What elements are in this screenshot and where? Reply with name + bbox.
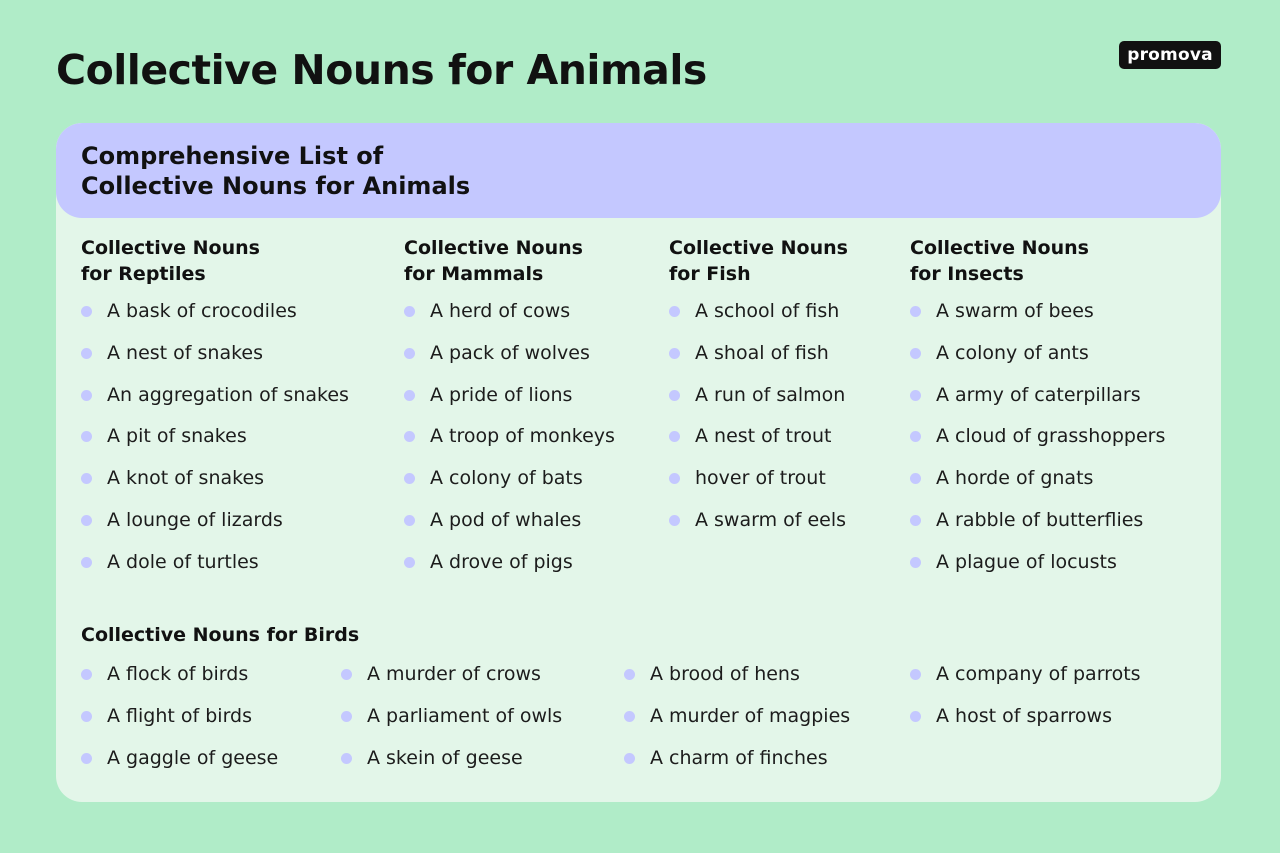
bullet-dot-icon [910,515,921,526]
list-item [669,508,848,550]
bullet-dot-icon [81,711,92,722]
list-item [669,466,848,508]
bullet-dot-icon [341,669,352,680]
bullet-dot-icon [81,669,92,680]
bullet-dot-icon [81,390,92,401]
list-item [404,424,615,466]
list-item [81,550,349,592]
list-item [81,704,278,746]
bullet-dot-icon [404,390,415,401]
bullet-dot-icon [910,348,921,359]
list-item [81,424,349,466]
list-item-label: A run of salmon [695,383,846,406]
list-item-label: A flight of birds [107,704,253,727]
bullet-dot-icon [404,348,415,359]
mammals-column [404,235,615,592]
bullet-dot-icon [341,753,352,764]
list-item [910,704,1141,746]
list-item [624,662,850,704]
bullet-dot-icon [341,711,352,722]
list-item-label: A pit of snakes [107,425,247,448]
bullet-dot-icon [624,753,635,764]
list-item [669,299,848,341]
mammals-heading: Collective Nouns for Mammals [404,237,583,285]
bullet-dot-icon [910,306,921,317]
bullet-dot-icon [669,515,680,526]
list-item-label: A murder of magpies [650,704,851,727]
list-item-label: A nest of snakes [107,341,264,364]
bullet-dot-icon [910,390,921,401]
list-item-label: A dole of turtles [107,550,259,573]
birds-column-4 [910,662,1141,746]
list-item-label: A murder of crows [367,663,541,685]
list-item-label: A host of sparrows [936,704,1112,727]
list-item-label: A pod of whales [430,508,582,531]
bullet-dot-icon [404,515,415,526]
list-item [624,746,850,788]
list-item-label: A horde of gnats [936,467,1094,490]
list-item [404,341,615,383]
list-item [81,341,349,383]
list-item [341,662,562,704]
list-item [910,550,1165,592]
list-item-label: A swarm of eels [695,508,847,531]
list-item [404,383,615,425]
list-item-label: A drove of pigs [430,550,573,573]
bullet-dot-icon [910,711,921,722]
list-item [81,746,278,788]
list-item [404,299,615,341]
list-item-label: A rabble of butterflies [936,508,1144,531]
insects-list [910,299,1165,592]
list-item [404,466,615,508]
collective-nouns-card [56,123,1221,802]
list-item-label: A gaggle of geese [107,746,279,769]
bullet-dot-icon [910,431,921,442]
bullet-dot-icon [669,348,680,359]
list-item [81,466,349,508]
list-item [404,508,615,550]
list-item-label: A pride of lions [430,383,573,406]
bullet-dot-icon [624,669,635,680]
list-item [910,341,1165,383]
reptiles-list [81,299,349,592]
bullet-dot-icon [669,390,680,401]
list-item-label: A colony of ants [936,341,1089,364]
bullet-dot-icon [81,473,92,484]
list-item-label: An aggregation of snakes [107,383,349,406]
reptiles-heading: Collective Nouns for Reptiles [81,237,260,285]
list-item [81,299,349,341]
list-item-label: A knot of snakes [107,467,265,490]
insects-heading: Collective Nouns for Insects [910,237,1089,285]
bullet-dot-icon [81,753,92,764]
list-item-label: A brood of hens [650,663,800,685]
bullet-dot-icon [669,306,680,317]
list-item [910,508,1165,550]
list-item [669,383,848,425]
list-item [404,550,615,592]
list-item-label: A herd of cows [430,300,571,322]
list-item [81,662,278,704]
bullet-dot-icon [81,557,92,568]
birds-column-3 [624,662,850,787]
list-item [910,424,1165,466]
list-item-label: A army of caterpillars [936,383,1141,406]
fish-heading: Collective Nouns for Fish [669,237,848,285]
bullet-dot-icon [404,306,415,317]
bullet-dot-icon [669,431,680,442]
list-item [624,704,850,746]
list-item-label: A troop of monkeys [430,425,615,448]
list-item-label: A pack of wolves [430,341,590,364]
bullet-dot-icon [81,515,92,526]
list-item [341,746,562,788]
list-item-label: hover of trout [695,467,826,490]
list-item-label: A bask of crocodiles [107,300,297,322]
list-item [81,508,349,550]
promova-logo[interactable]: promova [1119,41,1221,69]
birds-heading: Collective Nouns for Birds [81,624,360,646]
fish-column [669,235,848,550]
list-item-label: A skein of geese [367,746,523,769]
list-item-label: A charm of finches [650,746,828,769]
list-item [910,466,1165,508]
bullet-dot-icon [404,431,415,442]
bullet-dot-icon [624,711,635,722]
list-item-label: A nest of trout [695,425,832,448]
bullet-dot-icon [669,473,680,484]
list-item-label: A shoal of fish [695,341,829,364]
list-item [341,704,562,746]
mammals-list [404,299,615,592]
list-item [81,383,349,425]
fish-list [669,299,848,550]
bullet-dot-icon [404,557,415,568]
list-item-label: A plague of locusts [936,550,1117,573]
birds-column-2 [341,662,562,787]
page-title: Collective Nouns for Animals [56,46,707,94]
bullet-dot-icon [910,557,921,568]
list-item [910,662,1141,704]
list-item-label: A lounge of lizards [107,508,283,531]
insects-column [910,235,1165,592]
bullet-dot-icon [81,348,92,359]
list-item-label: A school of fish [695,300,840,322]
bullet-dot-icon [910,473,921,484]
birds-column-1 [81,662,278,787]
list-item [669,424,848,466]
list-item [669,341,848,383]
list-item-label: A cloud of grasshoppers [936,425,1166,448]
list-item-label: A parliament of owls [367,704,563,727]
bullet-dot-icon [404,473,415,484]
bullet-dot-icon [910,669,921,680]
bullet-dot-icon [81,431,92,442]
list-item [910,299,1165,341]
bullet-dot-icon [81,306,92,317]
list-item-label: A swarm of bees [936,300,1094,322]
card-title: Comprehensive List of Collective Nouns for Animals [81,142,471,200]
list-item-label: A colony of bats [430,467,583,490]
list-item-label: A company of parrots [936,663,1141,685]
list-item-label: A flock of birds [107,663,249,685]
reptiles-column [81,235,349,592]
list-item [910,383,1165,425]
card-header [56,123,1221,218]
